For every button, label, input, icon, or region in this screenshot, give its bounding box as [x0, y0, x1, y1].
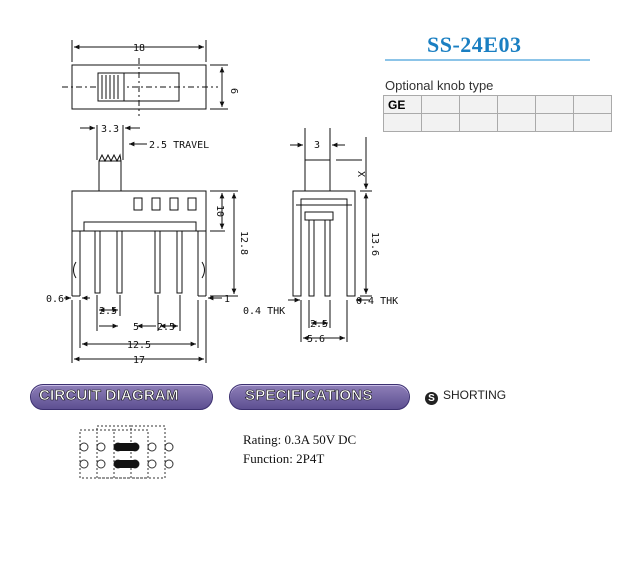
circuit-diagram: [70, 420, 180, 490]
contact-bar-bottom: [114, 460, 139, 468]
specifications-label: SPECIFICATIONS: [245, 387, 373, 404]
circuit-diagram-label: CIRCUIT DIAGRAM: [39, 387, 179, 404]
shorting-icon: S: [425, 392, 438, 405]
dim-18: 18: [132, 43, 146, 54]
dim-3: 3: [313, 140, 321, 151]
front-view-body: [72, 191, 206, 231]
dim-6: 6: [228, 87, 239, 95]
dim-travel: 2.5 TRAVEL: [149, 140, 210, 151]
dim-0-6: 0.6: [46, 294, 65, 305]
dim-x: X: [355, 170, 366, 178]
dim-13-6: 13.6: [369, 231, 380, 257]
dim-10: 10: [214, 204, 225, 218]
dim-thk-left: 0.4 THK: [243, 306, 286, 317]
dim-17: 17: [132, 355, 146, 366]
spec-function: Function: 2P4T: [243, 451, 325, 466]
dim-side-2-5: 2.5: [309, 319, 329, 330]
optional-knob-title: Optional knob type: [385, 78, 494, 93]
dim-3-3: 3.3: [100, 124, 120, 135]
model-number: SS-24E03: [427, 32, 522, 57]
dim-1: 1: [224, 294, 231, 305]
circuit-diagram-heading: [30, 384, 213, 410]
shorting-indicator: [425, 388, 506, 405]
spec-rating: Rating: 0.3A 50V DC: [243, 432, 357, 447]
dim-12-8: 12.8: [238, 230, 249, 256]
shorting-label: SHORTING: [443, 388, 507, 402]
dim-12-5: 12.5: [126, 340, 152, 351]
side-view-body: [293, 191, 355, 296]
contact-bar-top: [114, 443, 139, 451]
side-view-knob: [305, 160, 330, 191]
dim-2-5-b: 2.5: [156, 322, 176, 333]
dim-2-5-a: 2.5: [98, 306, 118, 317]
specifications-heading: [229, 384, 410, 410]
dim-5: 5: [132, 322, 140, 333]
front-view-knob: [99, 161, 121, 191]
dim-5-6: 5.6: [306, 334, 326, 345]
dim-thk-right: 0.4 THK: [356, 296, 399, 307]
table-cell: GE: [384, 96, 422, 114]
